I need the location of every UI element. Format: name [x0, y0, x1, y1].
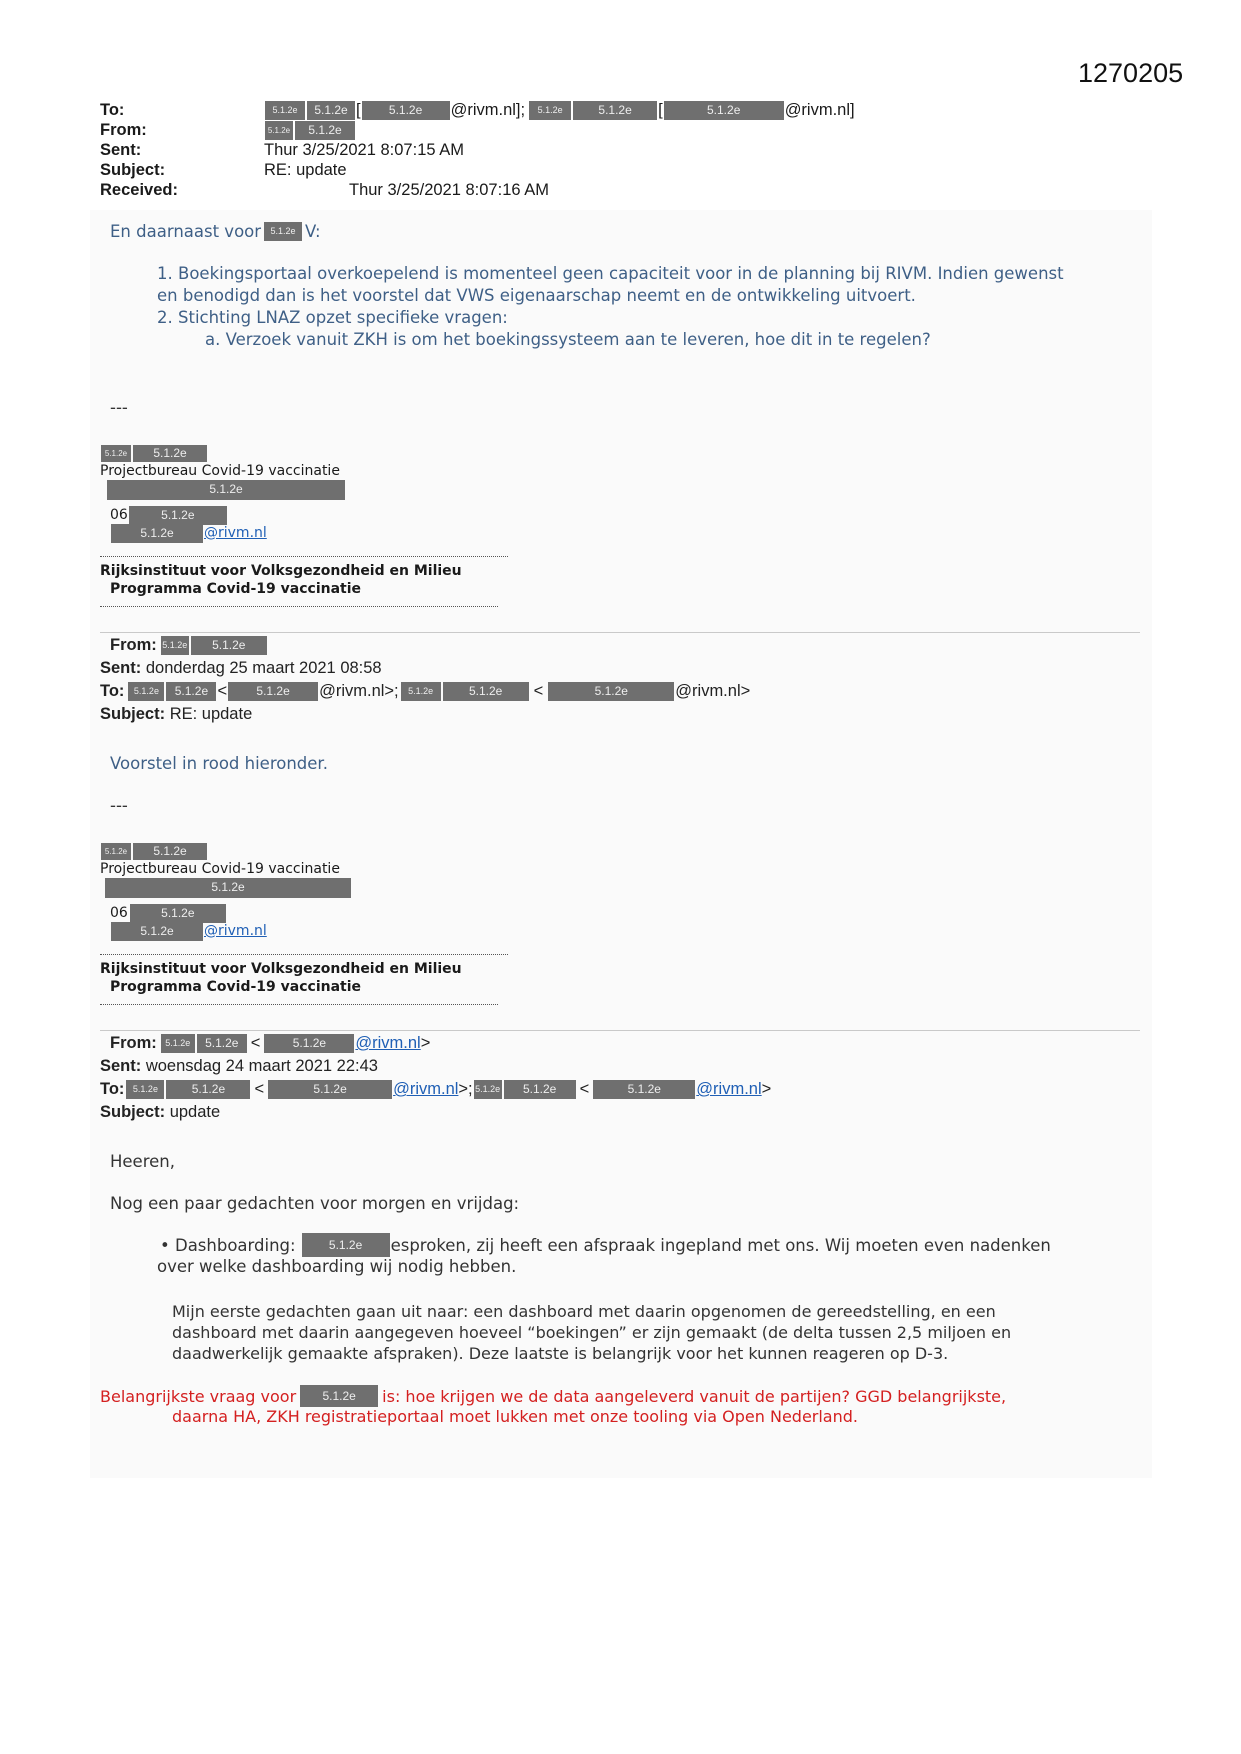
- redaction: 5.1.2e: [107, 480, 345, 500]
- redaction: 5.1.2e: [126, 1080, 164, 1099]
- email-link[interactable]: @rivm.nl: [204, 525, 267, 541]
- received-value: Thur 3/25/2021 8:07:16 AM: [349, 181, 549, 199]
- redaction: 5.1.2e: [133, 843, 207, 860]
- to-label: To:: [100, 1080, 125, 1098]
- list-number: 2.: [157, 308, 173, 327]
- sent-value: donderdag 25 maart 2021 08:58: [145, 659, 382, 677]
- email-link[interactable]: @rivm.nl: [204, 923, 267, 939]
- bracket: [: [356, 101, 361, 119]
- sent-label: Sent:: [100, 1057, 142, 1075]
- lt: <: [254, 1080, 265, 1098]
- redaction: 5.1.2e: [443, 682, 529, 701]
- redaction: 5.1.2e: [265, 121, 293, 140]
- redaction: 5.1.2e: [101, 445, 131, 462]
- to-label: To:: [100, 682, 125, 700]
- message-separator: [100, 1030, 1140, 1031]
- bullet: •: [160, 1235, 170, 1255]
- list-subitem-a-text: Verzoek vanuit ZKH is om het boekingssysteem aan te leveren, hoe dit in te regelen?: [225, 330, 931, 349]
- signature-dept: Projectbureau Covid-19 vaccinatie: [100, 463, 340, 479]
- program-name: Programma Covid-19 vaccinatie: [110, 979, 362, 995]
- redaction: 5.1.2e: [161, 1034, 195, 1053]
- redaction: 5.1.2e: [128, 682, 164, 701]
- lt: <: [533, 682, 544, 700]
- dotted-divider: [100, 556, 508, 557]
- dotted-divider: [100, 954, 508, 955]
- redaction: 5.1.2e: [264, 1034, 354, 1053]
- separator: >;: [458, 1080, 473, 1098]
- from-label: From:: [110, 1034, 157, 1052]
- header-from-row: [100, 120, 855, 140]
- redaction: 5.1.2e: [133, 445, 207, 462]
- redaction: 5.1.2e: [105, 878, 351, 898]
- signature-separator: ---: [110, 398, 128, 417]
- phone-prefix: 06: [110, 507, 128, 523]
- subject-value: RE: update: [169, 705, 253, 723]
- lt: <: [217, 682, 228, 700]
- signature-block: [100, 444, 346, 542]
- phone-prefix: 06: [110, 905, 128, 921]
- subject-value: RE: update: [264, 161, 347, 179]
- greeting: Heeren,: [110, 1152, 175, 1171]
- to-domain: @rivm.nl>;: [319, 682, 399, 700]
- header-to-row: [100, 100, 855, 120]
- bullet-dashboarding: [160, 1233, 1051, 1257]
- header-received-row: [100, 180, 855, 200]
- subject-value: update: [169, 1103, 221, 1121]
- header-sent-row: [100, 140, 855, 160]
- redaction: 5.1.2e: [101, 843, 131, 860]
- redaction: 5.1.2e: [474, 1080, 502, 1099]
- sent-value: woensdag 24 maart 2021 22:43: [145, 1057, 378, 1075]
- red-proposal-text: Belangrijkste vraag voor: [100, 1386, 297, 1406]
- redaction: 5.1.2e: [300, 1385, 378, 1407]
- redaction: 5.1.2e: [295, 121, 355, 140]
- dotted-divider: [100, 606, 498, 607]
- bullet-dashboarding-line2: over welke dashboarding wij nodig hebben.: [157, 1257, 517, 1276]
- list-number: 1.: [157, 264, 173, 283]
- signature-block: [100, 842, 352, 940]
- gt: >: [761, 1080, 772, 1098]
- lt: <: [250, 1034, 261, 1052]
- email1-intro: [110, 222, 321, 241]
- from-label: From:: [110, 636, 157, 654]
- redaction: 5.1.2e: [130, 904, 226, 923]
- org-name: Rijksinstituut voor Volksgezondheid en Milieu: [100, 961, 462, 977]
- redaction: 5.1.2e: [166, 682, 216, 701]
- redaction: 5.1.2e: [362, 101, 450, 120]
- redaction: 5.1.2e: [664, 101, 784, 120]
- received-label: Received:: [100, 181, 178, 199]
- list-subitem-a: [205, 330, 931, 349]
- bracket: [: [658, 101, 663, 119]
- redaction: 5.1.2e: [111, 524, 203, 543]
- sent-label: Sent:: [100, 659, 142, 677]
- to-domain: @rivm.nl]: [784, 101, 855, 119]
- redaction: 5.1.2e: [111, 922, 203, 941]
- redaction: 5.1.2e: [504, 1080, 576, 1099]
- email1-intro-suffix: V:: [305, 222, 321, 241]
- red-proposal-line2: daarna HA, ZKH registratieportaal moet lukken met onze tooling via Open Nederland.: [172, 1407, 858, 1426]
- redaction: 5.1.2e: [529, 101, 571, 120]
- paragraph-line: Mijn eerste gedachten gaan uit naar: een dashboard met daarin opgenomen de gereedstelling, en een: [172, 1302, 996, 1321]
- email2-body: Voorstel in rood hieronder.: [110, 754, 328, 773]
- redaction: 5.1.2e: [228, 682, 318, 701]
- email-link[interactable]: @rivm.nl: [393, 1080, 459, 1098]
- header-subject-row: [100, 160, 855, 180]
- email3-header: [100, 1032, 771, 1124]
- redaction: 5.1.2e: [593, 1080, 695, 1099]
- program-name: Programma Covid-19 vaccinatie: [110, 581, 362, 597]
- sent-value: Thur 3/25/2021 8:07:15 AM: [264, 141, 464, 159]
- redaction: 5.1.2e: [307, 101, 355, 120]
- subject-label: Subject:: [100, 1103, 166, 1121]
- redaction: 5.1.2e: [161, 636, 189, 655]
- list-item-1-line2: en benodigd dan is het voorstel dat VWS eigenaarschap neemt en de ontwikkeling uitvoert.: [157, 286, 916, 305]
- email-header: [100, 100, 855, 200]
- paragraph-line: dashboard met daarin aangegeven hoeveel “boekingen” er zijn gemaakt (de delta tussen 2,5 miljoen en: [172, 1323, 1012, 1342]
- redaction: 5.1.2e: [264, 222, 302, 241]
- redaction: 5.1.2e: [573, 101, 657, 120]
- lt: <: [579, 1080, 590, 1098]
- from-label: From:: [100, 121, 147, 139]
- redaction: 5.1.2e: [268, 1080, 392, 1099]
- signature-dept: Projectbureau Covid-19 vaccinatie: [100, 861, 340, 877]
- list-letter: a.: [205, 330, 221, 349]
- intro: Nog een paar gedachten voor morgen en vrijdag:: [110, 1194, 520, 1213]
- sent-label: Sent:: [100, 141, 142, 159]
- redaction: 5.1.2e: [166, 1080, 250, 1099]
- email-link[interactable]: @rivm.nl: [696, 1080, 762, 1098]
- subject-label: Subject:: [100, 705, 166, 723]
- redaction: 5.1.2e: [548, 682, 674, 701]
- email1-intro-text: En daarnaast voor: [110, 222, 262, 241]
- red-proposal-text: is: hoe krijgen we de data aangeleverd vanuit de partijen? GGD belangrijkste,: [382, 1386, 1007, 1406]
- redaction: 5.1.2e: [197, 1034, 247, 1053]
- dotted-divider: [100, 1004, 498, 1005]
- redaction: 5.1.2e: [191, 636, 267, 655]
- dashboarding-text: esproken, zij heeft een afspraak ingepland met ons. Wij moeten even nadenken: [390, 1235, 1051, 1255]
- redaction: 5.1.2e: [302, 1233, 390, 1257]
- email2-header: [100, 634, 750, 726]
- list-item-2: [157, 308, 508, 327]
- signature-separator: ---: [110, 796, 128, 815]
- redaction: 5.1.2e: [265, 101, 305, 120]
- list-item-1: [157, 264, 1064, 283]
- to-domain: @rivm.nl>: [675, 682, 751, 700]
- to-domain: @rivm.nl];: [450, 101, 526, 119]
- to-label: To:: [100, 101, 125, 119]
- subject-label: Subject:: [100, 161, 166, 179]
- org-name: Rijksinstituut voor Volksgezondheid en Milieu: [100, 563, 462, 579]
- org-block: [100, 960, 462, 996]
- list-item-1-text: Boekingsportaal overkoepelend is momenteel geen capaciteit voor in de planning bij RIVM. Indien gewenst: [178, 264, 1064, 283]
- redaction: 5.1.2e: [401, 682, 441, 701]
- document-id: 1270205: [1078, 58, 1184, 88]
- email-link[interactable]: @rivm.nl: [355, 1034, 421, 1052]
- dashboarding-label: Dashboarding:: [174, 1235, 296, 1255]
- paragraph-line: daadwerkelijk gemaakte afspraken). Deze laatste is belangrijk voor het kunnen reageren op D-3.: [172, 1344, 949, 1363]
- list-item-2-text: Stichting LNAZ opzet specifieke vragen:: [178, 308, 508, 327]
- red-proposal: [100, 1385, 1006, 1407]
- message-separator: [100, 632, 1140, 633]
- redaction: 5.1.2e: [129, 506, 227, 525]
- org-block: [100, 562, 462, 598]
- gt: >: [420, 1034, 431, 1052]
